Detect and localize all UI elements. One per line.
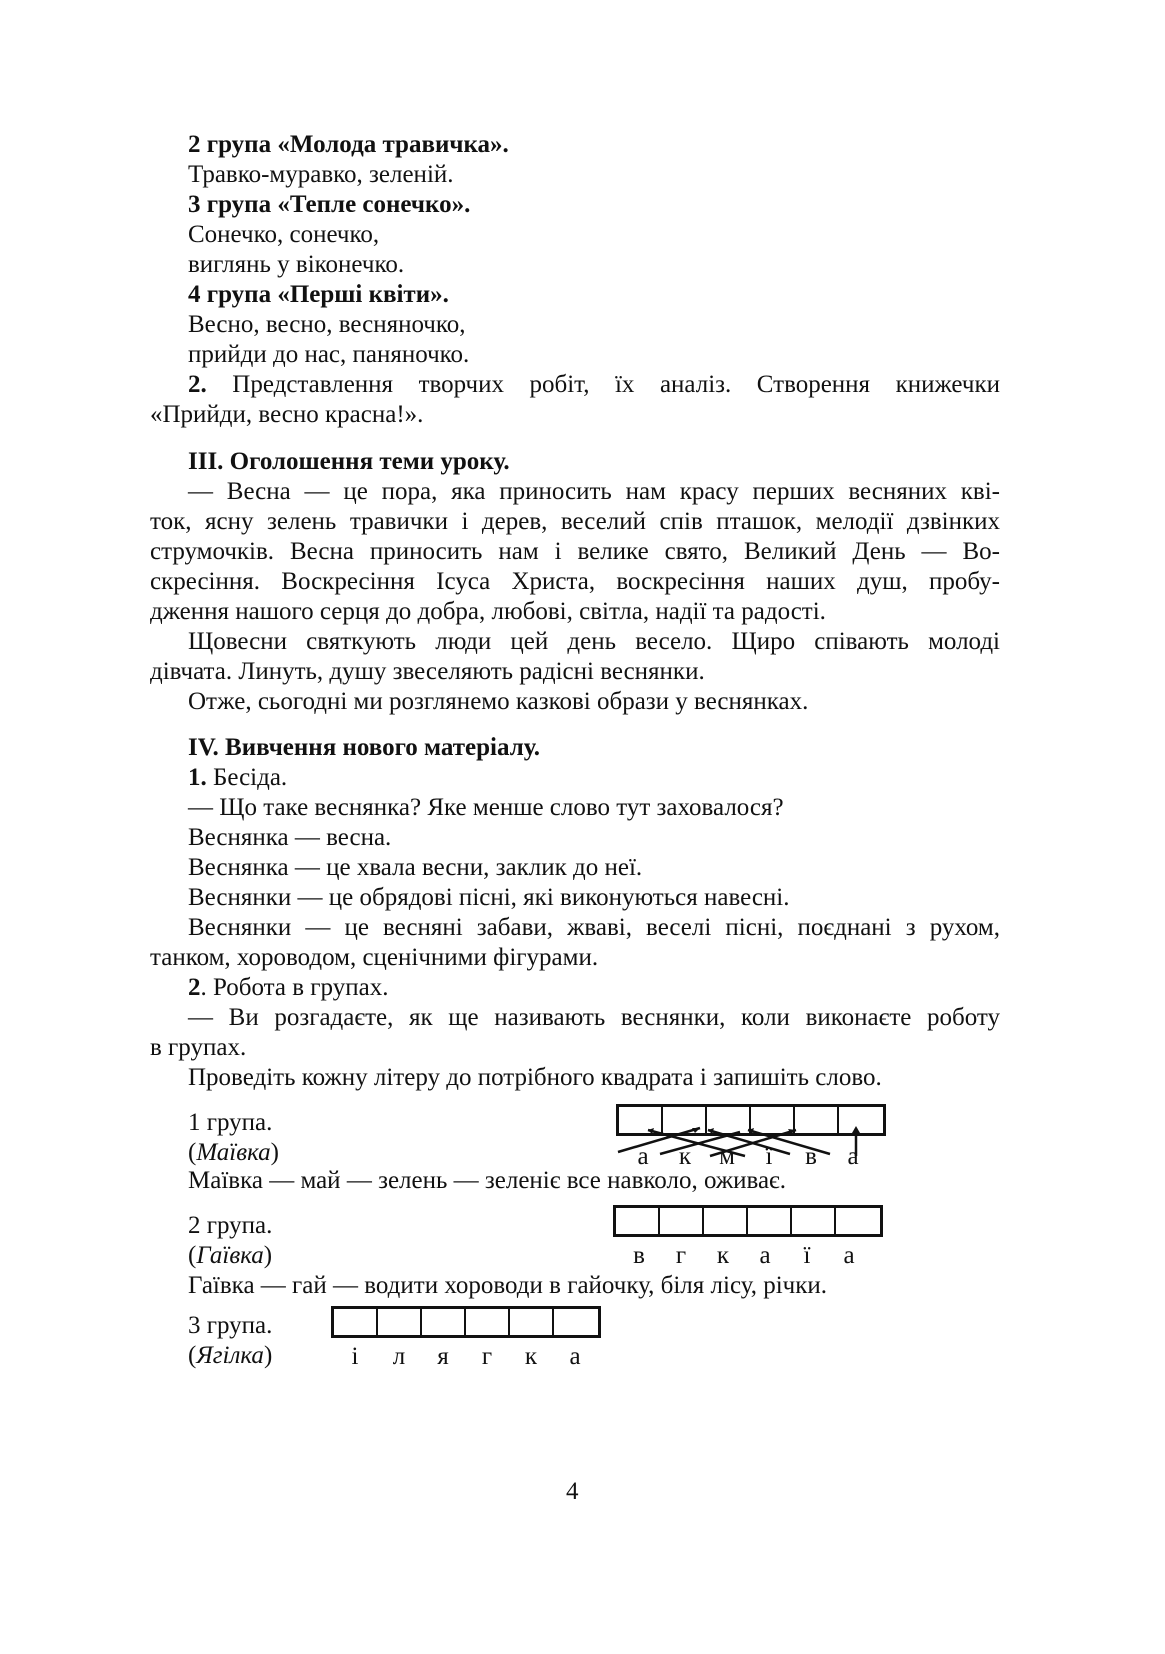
letter-box[interactable] <box>422 1309 466 1335</box>
item2-text: Представлення творчих робіт, їх аналіз. Створення книжечки <box>232 371 1001 398</box>
section4-item1 <box>188 763 287 793</box>
letter-box[interactable] <box>836 1208 880 1234</box>
letter[interactable]: в <box>633 1242 645 1269</box>
section3-p1-l5: дження нашого серця до добра, любові, світла, надії та радості. <box>150 598 826 625</box>
letter-box[interactable] <box>748 1208 792 1234</box>
page-number: 4 <box>566 1478 579 1505</box>
exercise3-letters <box>333 1342 597 1372</box>
letter[interactable]: ї <box>803 1242 811 1269</box>
letter-box[interactable] <box>616 1208 660 1234</box>
question-2-l1: — Ви розгадаєте, як ще називають веснянки, коли виконаєте роботу <box>188 1004 1000 1031</box>
letter[interactable]: г <box>481 1343 493 1370</box>
group2-title: 2 група «Молода травичка». <box>188 131 509 158</box>
item2-text: . Робота в групах. <box>200 974 389 1001</box>
exercise1-label: 1 група. <box>188 1109 273 1136</box>
letter-box[interactable] <box>660 1208 704 1234</box>
letter[interactable]: к <box>716 1242 730 1269</box>
item1-number: 1. <box>188 764 207 791</box>
letter[interactable]: в <box>805 1143 817 1170</box>
section3-p1-l3: струмочків. Весна приносить нам і велике свято, Великий День — Во- <box>150 538 1000 565</box>
answer-3: Веснянки — це обрядові пісні, які виконуються навесні. <box>188 884 790 911</box>
answer-2: Веснянка — це хвала весни, заклик до неї. <box>188 854 643 881</box>
letter[interactable]: г <box>675 1242 687 1269</box>
letter-box[interactable] <box>704 1208 748 1234</box>
section3-p3: Отже, сьогодні ми розглянемо казкові образи у веснянках. <box>188 688 809 715</box>
letter[interactable]: ї <box>765 1143 773 1170</box>
question-2-l2: в групах. <box>150 1034 247 1061</box>
letter[interactable]: а <box>843 1242 855 1269</box>
section4-heading: IV. Вивчення нового матеріалу. <box>188 734 540 761</box>
exercise1-answer-word: Маївка <box>196 1139 271 1166</box>
item2-number: 2 <box>188 974 201 1001</box>
letter[interactable]: к <box>524 1343 538 1370</box>
letter[interactable]: а <box>637 1143 649 1170</box>
group3-title: 3 група «Тепле сонечко». <box>188 191 471 218</box>
section4-item2 <box>188 973 388 1003</box>
section3-heading: III. Оголошення теми уроку. <box>188 448 510 475</box>
letter[interactable]: а <box>847 1143 859 1170</box>
exercise1-explanation: Маївка — май — зелень — зеленіє все навколо, оживає. <box>188 1167 787 1194</box>
instruction: Проведіть кожну літеру до потрібного квадрата і запишіть слово. <box>188 1064 882 1091</box>
item2-paragraph-l1 <box>188 370 1000 400</box>
letter-box[interactable] <box>554 1309 598 1335</box>
letter-box[interactable] <box>378 1309 422 1335</box>
item2-paragraph-l2: «Прийди, весно красна!». <box>150 401 424 428</box>
question-1: — Що таке веснянка? Яке менше слово тут заховалося? <box>188 794 784 821</box>
group4-title: 4 група «Перші квіти». <box>188 281 449 308</box>
section3-p1-l1: — Весна — це пора, яка приносить нам красу перших весняних кві- <box>188 478 1000 505</box>
exercise3-answer: (Ягілка) <box>188 1342 273 1369</box>
letter-box[interactable] <box>466 1309 510 1335</box>
letter-box[interactable] <box>792 1208 836 1234</box>
group2-verse: Травко-муравко, зеленій. <box>188 161 454 188</box>
letter-box[interactable] <box>510 1309 554 1335</box>
letter[interactable]: м <box>719 1143 735 1170</box>
answer-1: Веснянка — весна. <box>188 824 392 851</box>
item1-text: Бесіда. <box>213 764 288 791</box>
letter[interactable]: я <box>437 1343 449 1370</box>
answer-4-l2: танком, хороводом, сценічними фігурами. <box>150 944 599 971</box>
exercise3-answer-word: Ягілка <box>196 1342 264 1369</box>
letter[interactable]: к <box>678 1143 692 1170</box>
letter[interactable]: а <box>759 1242 771 1269</box>
letter[interactable]: а <box>569 1343 581 1370</box>
exercise2-answer: (Гаївка) <box>188 1242 273 1269</box>
exercise2-explanation: Гаївка — гай — водити хороводи в гайочку, біля лісу, річки. <box>188 1272 828 1299</box>
exercise2-letters <box>618 1241 870 1271</box>
group3-verse-2: виглянь у віконечко. <box>188 251 405 278</box>
section3-p1-l2: ток, ясну зелень травички і дерев, веселий спів пташок, мелодії дзвінких <box>150 508 1000 535</box>
group4-verse-2: прийди до нас, паняночко. <box>188 341 470 368</box>
answer-4-l1: Веснянки — це весняні забави, жваві, веселі пісні, поєднані з рухом, <box>188 914 1000 941</box>
exercise2-letter-boxes[interactable] <box>613 1205 883 1237</box>
exercise2-label: 2 група. <box>188 1212 273 1239</box>
section3-p2-l2: дівчата. Линуть, душу звеселяють радісні веснянки. <box>150 658 705 685</box>
letter[interactable]: л <box>392 1343 406 1370</box>
item2-number: 2. <box>188 371 207 398</box>
exercise1-answer: (Маївка) <box>188 1139 279 1166</box>
section3-p2-l1: Щовесни святкують люди цей день весело. Щиро співають молоді <box>188 628 1000 655</box>
exercise2-answer-word: Гаївка <box>196 1242 264 1269</box>
section3-p1-l4: скресіння. Воскресіння Ісуса Христа, воскресіння наших душ, пробу- <box>150 568 1000 595</box>
exercise3-letter-boxes[interactable] <box>331 1306 601 1338</box>
group3-verse-1: Сонечко, сонечко, <box>188 221 380 248</box>
letter-box[interactable] <box>334 1309 378 1335</box>
group4-verse-1: Весно, весно, весняночко, <box>188 311 466 338</box>
exercise3-label: 3 група. <box>188 1312 273 1339</box>
letter[interactable]: і <box>351 1343 359 1370</box>
